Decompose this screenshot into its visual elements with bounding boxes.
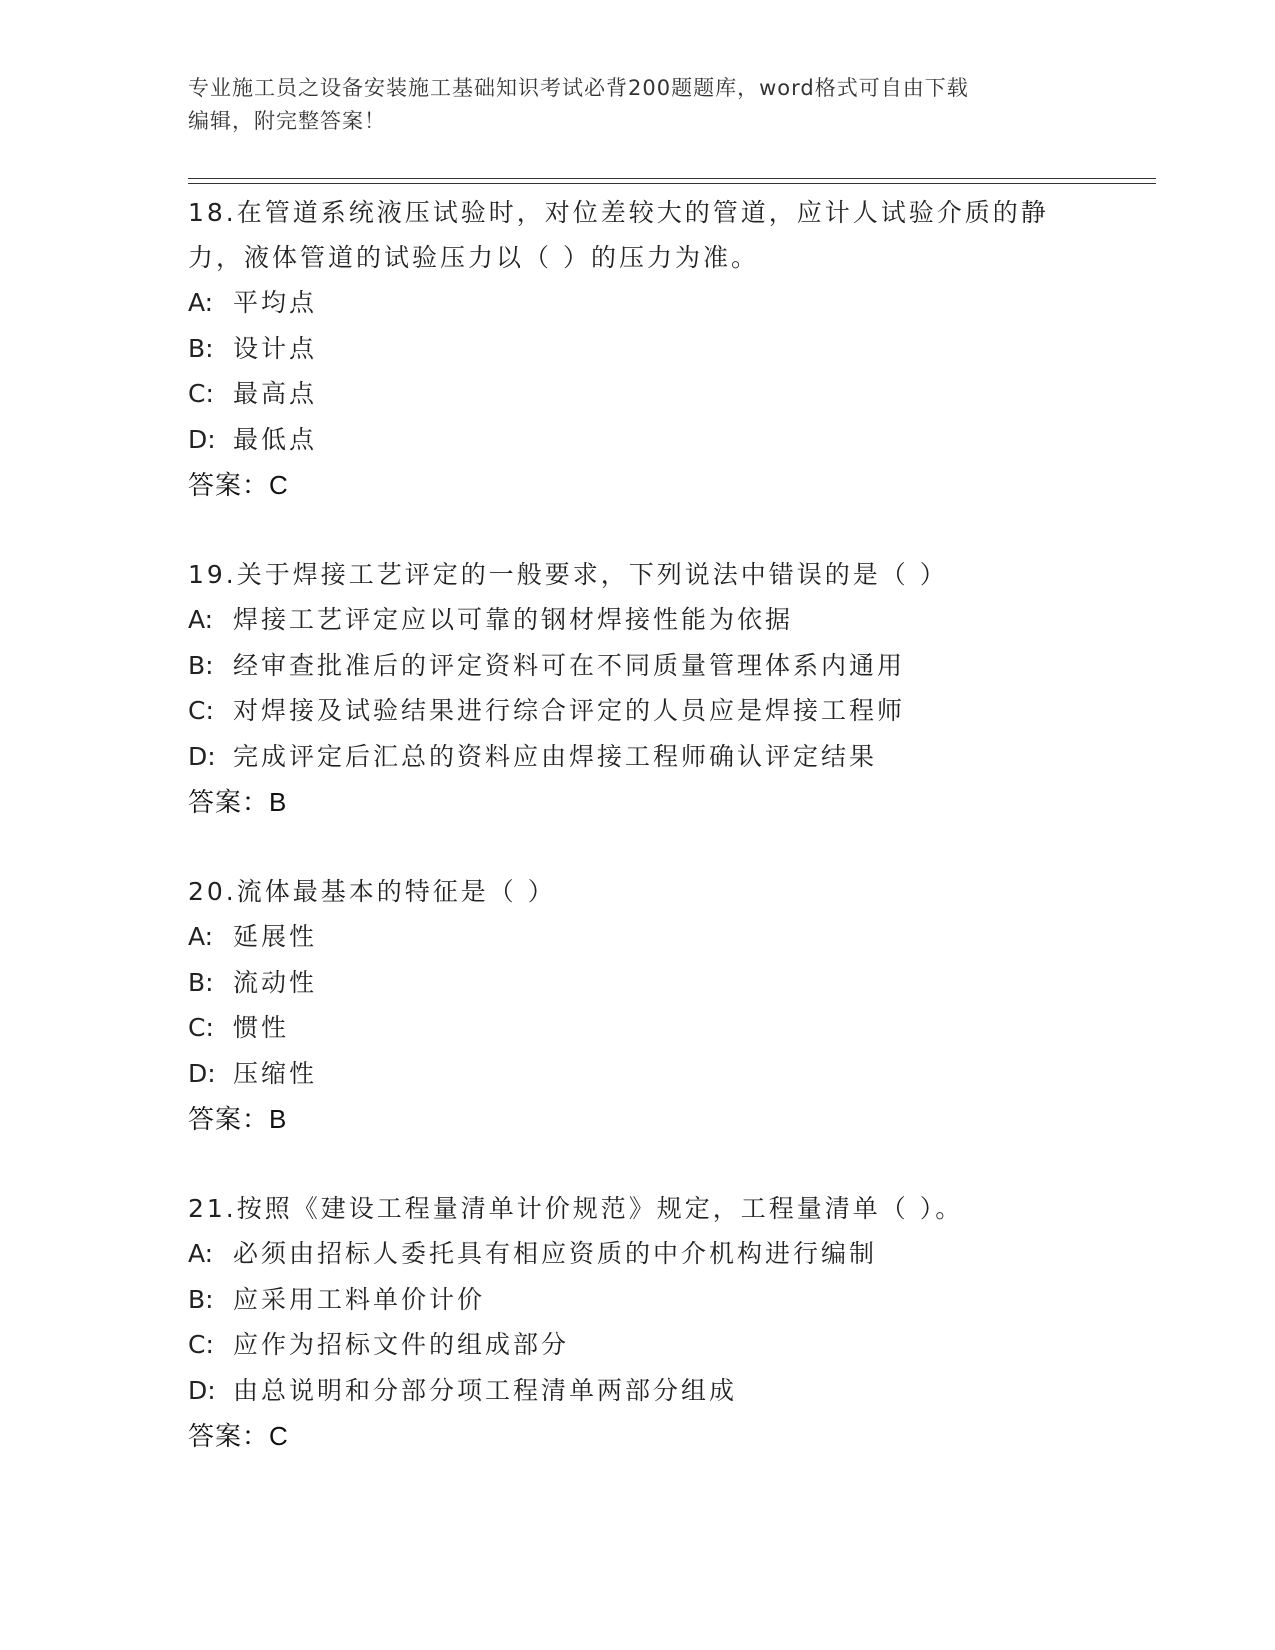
option-letter: C: — [188, 1330, 214, 1359]
option-d — [188, 1368, 1088, 1414]
option-text: 流动性 — [233, 967, 318, 997]
document-header — [188, 72, 1088, 138]
answer-line: 答案：C — [188, 470, 289, 500]
option-letter: D: — [188, 1375, 216, 1405]
question-20 — [188, 869, 1088, 1142]
option-letter: B: — [188, 650, 214, 680]
option-letter: A: — [188, 288, 214, 317]
question-list — [188, 190, 1088, 1503]
option-text: 完成评定后汇总的资料应由焊接工程师确认评定结果 — [233, 741, 878, 771]
option-text: 焊接工艺评定应以可靠的钢材焊接性能为依据 — [233, 605, 794, 634]
option-c — [188, 371, 1088, 417]
question-text: 20.流体最基本的特征是（ ） — [188, 877, 556, 906]
option-b — [188, 1277, 1088, 1323]
header-line-1: 专业施工员之设备安装施工基础知识考试必背200题题库，word格式可自由下载 — [188, 76, 969, 100]
option-letter: B: — [188, 1284, 214, 1314]
answer-line: 答案：C — [188, 1421, 289, 1451]
option-letter: B: — [188, 967, 214, 997]
option-a — [188, 597, 1088, 643]
option-letter: B: — [188, 333, 214, 363]
question-19 — [188, 552, 1088, 825]
header-divider-top — [188, 178, 1156, 179]
answer-line: 答案：B — [188, 1104, 288, 1134]
option-letter: C: — [188, 1013, 214, 1042]
option-text: 平均点 — [233, 288, 318, 317]
question-18 — [188, 190, 1088, 508]
option-c — [188, 1322, 1088, 1368]
option-text: 由总说明和分部分项工程清单两部分组成 — [233, 1375, 738, 1405]
option-text: 最高点 — [233, 379, 318, 408]
option-letter: D: — [188, 741, 216, 771]
option-d — [188, 1051, 1088, 1097]
option-text: 对焊接及试验结果进行综合评定的人员应是焊接工程师 — [233, 696, 906, 725]
option-a — [188, 280, 1088, 326]
option-d — [188, 734, 1088, 780]
option-text: 最低点 — [233, 424, 318, 454]
question-text: 19.关于焊接工艺评定的一般要求，下列说法中错误的是（ ） — [188, 560, 948, 589]
option-text: 延展性 — [233, 922, 318, 951]
option-a — [188, 1231, 1088, 1277]
option-d — [188, 417, 1088, 463]
option-letter: A: — [188, 922, 214, 951]
option-letter: D: — [188, 424, 216, 454]
question-21 — [188, 1186, 1088, 1459]
option-c — [188, 688, 1088, 734]
option-text: 应采用工料单价计价 — [233, 1284, 486, 1314]
option-text: 经审查批准后的评定资料可在不同质量管理体系内通用 — [233, 650, 906, 680]
question-text: 21.按照《建设工程量清单计价规范》规定，工程量清单（ ）。 — [188, 1194, 964, 1223]
option-c — [188, 1005, 1088, 1051]
answer-line: 答案：B — [188, 787, 288, 817]
option-text: 必须由招标人委托具有相应资质的中介机构进行编制 — [233, 1239, 878, 1268]
option-text: 应作为招标文件的组成部分 — [233, 1330, 570, 1359]
option-b — [188, 326, 1088, 372]
header-divider-bottom — [188, 183, 1156, 184]
option-text: 惯性 — [233, 1013, 290, 1042]
option-letter: C: — [188, 696, 214, 725]
option-letter: A: — [188, 605, 214, 634]
option-letter: C: — [188, 379, 214, 408]
option-letter: D: — [188, 1058, 216, 1088]
option-a — [188, 914, 1088, 960]
option-b — [188, 960, 1088, 1006]
option-b — [188, 643, 1088, 689]
question-text: 18.在管道系统液压试验时，对位差较大的管道，应计人试验介质的静力，液体管道的试验压力以（ ）的压力为准。 — [188, 198, 1049, 272]
option-text: 设计点 — [233, 333, 318, 363]
option-letter: A: — [188, 1239, 214, 1268]
option-text: 压缩性 — [233, 1058, 318, 1088]
header-line-2: 编辑，附完整答案！ — [188, 109, 386, 133]
